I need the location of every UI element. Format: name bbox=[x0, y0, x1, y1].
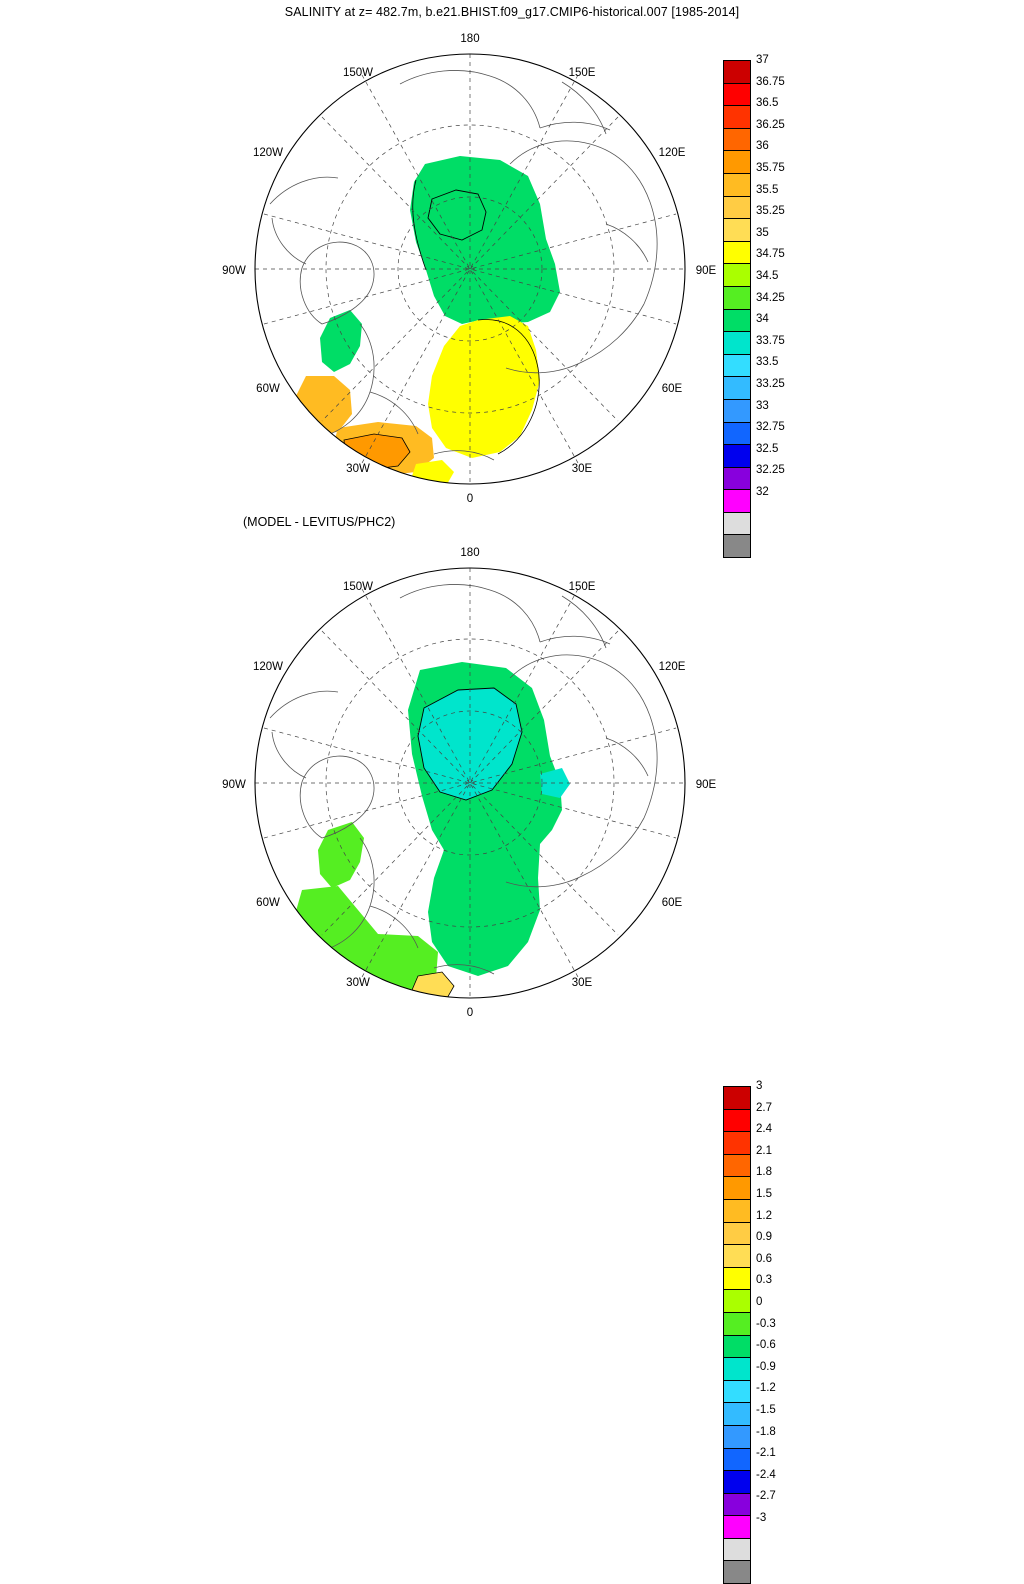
colorbar-cell bbox=[724, 1245, 750, 1268]
lon-label-90W: 90W bbox=[222, 265, 246, 277]
colorbar-tick-label: -0.6 bbox=[756, 1339, 776, 1352]
lon-label-90E: 90E bbox=[695, 265, 717, 277]
colorbar-tick-label: -2.7 bbox=[756, 1490, 776, 1503]
colorbar-cell bbox=[724, 106, 750, 129]
colorbar-tick-label: 33.25 bbox=[756, 377, 785, 390]
colorbar-cell bbox=[724, 468, 750, 491]
colorbar-tick-label: 34.5 bbox=[756, 269, 779, 282]
colorbar-tick-label: 35.25 bbox=[756, 205, 785, 218]
top-colorbar-labels bbox=[756, 54, 826, 513]
colorbar-cell bbox=[724, 1539, 750, 1562]
colorbar-cell bbox=[724, 1426, 750, 1449]
colorbar-cell bbox=[724, 287, 750, 310]
lon-label-180: 180 bbox=[460, 547, 480, 559]
colorbar-cell bbox=[724, 1403, 750, 1426]
bottom-map-fields bbox=[294, 542, 570, 1000]
lon-label-120E: 120E bbox=[658, 661, 686, 673]
colorbar-tick-label: 34 bbox=[756, 313, 769, 326]
lon-label-90E: 90E bbox=[695, 779, 717, 791]
colorbar-tick-label: 1.8 bbox=[756, 1166, 772, 1179]
bottom-colorbar-strip bbox=[723, 1086, 751, 1584]
region-labrador-sea bbox=[318, 822, 364, 888]
lon-label-30W: 30W bbox=[346, 463, 370, 475]
colorbar-cell bbox=[724, 84, 750, 107]
colorbar-cell bbox=[724, 1223, 750, 1246]
colorbar-tick-label: -3 bbox=[756, 1511, 767, 1524]
lon-label-150E: 150E bbox=[568, 581, 596, 593]
colorbar-cell bbox=[724, 400, 750, 423]
colorbar-cell bbox=[724, 61, 750, 84]
colorbar-tick-label: 0.9 bbox=[756, 1231, 772, 1244]
colorbar-cell bbox=[724, 1381, 750, 1404]
colorbar-cell bbox=[724, 1200, 750, 1223]
colorbar-cell bbox=[724, 264, 750, 287]
colorbar-cell bbox=[724, 1110, 750, 1133]
lon-label-120E: 120E bbox=[658, 147, 686, 159]
colorbar-cell bbox=[724, 332, 750, 355]
colorbar-cell bbox=[724, 197, 750, 220]
colorbar-tick-label: 2.4 bbox=[756, 1123, 772, 1136]
lon-label-90W: 90W bbox=[222, 779, 246, 791]
colorbar-cell bbox=[724, 174, 750, 197]
colorbar-cell bbox=[724, 151, 750, 174]
bottom-map bbox=[210, 538, 730, 1028]
colorbar-tick-label: 36.75 bbox=[756, 75, 785, 88]
colorbar-cell bbox=[724, 1449, 750, 1472]
lon-label-60E: 60E bbox=[661, 897, 683, 909]
lon-label-150W: 150W bbox=[342, 67, 374, 79]
colorbar-tick-label: 0.6 bbox=[756, 1252, 772, 1265]
colorbar-tick-label: 0.3 bbox=[756, 1274, 772, 1287]
lon-label-180: 180 bbox=[460, 33, 480, 45]
top-colorbar-strip bbox=[723, 60, 751, 558]
colorbar-tick-label: -0.3 bbox=[756, 1317, 776, 1330]
colorbar-tick-label: 34.25 bbox=[756, 291, 785, 304]
region-central-arctic-core bbox=[410, 156, 560, 324]
colorbar-tick-label: 33.5 bbox=[756, 356, 779, 369]
colorbar-tick-label: -1.5 bbox=[756, 1403, 776, 1416]
lon-label-120W: 120W bbox=[252, 661, 284, 673]
region-iceland-spot bbox=[412, 460, 454, 486]
colorbar-tick-label: -2.1 bbox=[756, 1447, 776, 1460]
lon-label-0: 0 bbox=[466, 1007, 474, 1019]
colorbar-cell bbox=[724, 1358, 750, 1381]
colorbar-tick-label: 34.75 bbox=[756, 248, 785, 261]
colorbar-tick-label: -0.9 bbox=[756, 1360, 776, 1373]
colorbar-cell bbox=[724, 423, 750, 446]
colorbar-cell bbox=[724, 1268, 750, 1291]
colorbar-cell bbox=[724, 490, 750, 513]
region-north-atlantic-east bbox=[294, 886, 438, 990]
lon-label-150E: 150E bbox=[568, 67, 596, 79]
colorbar-cell bbox=[724, 1290, 750, 1313]
lon-label-60E: 60E bbox=[661, 383, 683, 395]
lon-label-60W: 60W bbox=[256, 383, 280, 395]
colorbar-tick-label: 33 bbox=[756, 399, 769, 412]
colorbar-cell bbox=[724, 1516, 750, 1539]
colorbar-cell bbox=[724, 1494, 750, 1517]
colorbar-tick-label: 2.7 bbox=[756, 1101, 772, 1114]
colorbar-tick-label: 36 bbox=[756, 140, 769, 153]
colorbar-tick-label: 35.75 bbox=[756, 161, 785, 174]
colorbar-cell bbox=[724, 1471, 750, 1494]
panel-subtitle: (MODEL - LEVITUS/PHC2) bbox=[243, 515, 396, 529]
top-map bbox=[210, 24, 730, 514]
colorbar-cell bbox=[724, 1132, 750, 1155]
colorbar-cell bbox=[724, 1336, 750, 1359]
colorbar-cell bbox=[724, 445, 750, 468]
colorbar-tick-label: 3 bbox=[756, 1080, 763, 1092]
region-nordic-seas bbox=[428, 316, 540, 458]
colorbar-cell bbox=[724, 1313, 750, 1336]
colorbar-tick-label: 35 bbox=[756, 226, 769, 239]
colorbar-cell bbox=[724, 1087, 750, 1110]
colorbar-tick-label: -1.2 bbox=[756, 1382, 776, 1395]
colorbar-cell bbox=[724, 129, 750, 152]
colorbar-tick-label: 36.5 bbox=[756, 97, 779, 110]
colorbar-cell bbox=[724, 310, 750, 333]
colorbar-cell bbox=[724, 1155, 750, 1178]
colorbar-tick-label: 35.5 bbox=[756, 183, 779, 196]
lon-label-120W: 120W bbox=[252, 147, 284, 159]
top-map-fields bbox=[296, 28, 560, 486]
colorbar-cell bbox=[724, 242, 750, 265]
colorbar-tick-label: 1.2 bbox=[756, 1209, 772, 1222]
lon-label-60W: 60W bbox=[256, 897, 280, 909]
region-south-iceland-spot bbox=[412, 972, 454, 1000]
lon-label-150W: 150W bbox=[342, 581, 374, 593]
colorbar-cell bbox=[724, 377, 750, 400]
colorbar-tick-label: 33.75 bbox=[756, 334, 785, 347]
colorbar-cell bbox=[724, 219, 750, 242]
lon-label-30E: 30E bbox=[571, 977, 593, 989]
region-irminger-sea bbox=[296, 376, 352, 434]
colorbar-tick-label: 37 bbox=[756, 54, 769, 66]
region-labrador-sea bbox=[320, 310, 362, 372]
colorbar-tick-label: 32.75 bbox=[756, 421, 785, 434]
colorbar-tick-label: -1.8 bbox=[756, 1425, 776, 1438]
colorbar-cell bbox=[724, 1177, 750, 1200]
colorbar-tick-label: 32.5 bbox=[756, 442, 779, 455]
colorbar-tick-label: 32.25 bbox=[756, 464, 785, 477]
colorbar-tick-label: 2.1 bbox=[756, 1144, 772, 1157]
colorbar-cell bbox=[724, 1561, 750, 1583]
lon-label-30E: 30E bbox=[571, 463, 593, 475]
lon-label-30W: 30W bbox=[346, 977, 370, 989]
lon-label-0: 0 bbox=[466, 493, 474, 505]
colorbar-tick-label: 1.5 bbox=[756, 1187, 772, 1200]
colorbar-tick-label: -2.4 bbox=[756, 1468, 776, 1481]
page-title: SALINITY at z= 482.7m, b.e21.BHIST.f09_g17.CMIP6-historical.007 [1985-2014] bbox=[284, 5, 740, 19]
colorbar-cell bbox=[724, 355, 750, 378]
colorbar-tick-label: 36.25 bbox=[756, 118, 785, 131]
colorbar-tick-label: 32 bbox=[756, 485, 769, 498]
colorbar-cell bbox=[724, 513, 750, 536]
colorbar-tick-label: 0 bbox=[756, 1295, 763, 1308]
bottom-colorbar-labels bbox=[756, 1080, 826, 1539]
